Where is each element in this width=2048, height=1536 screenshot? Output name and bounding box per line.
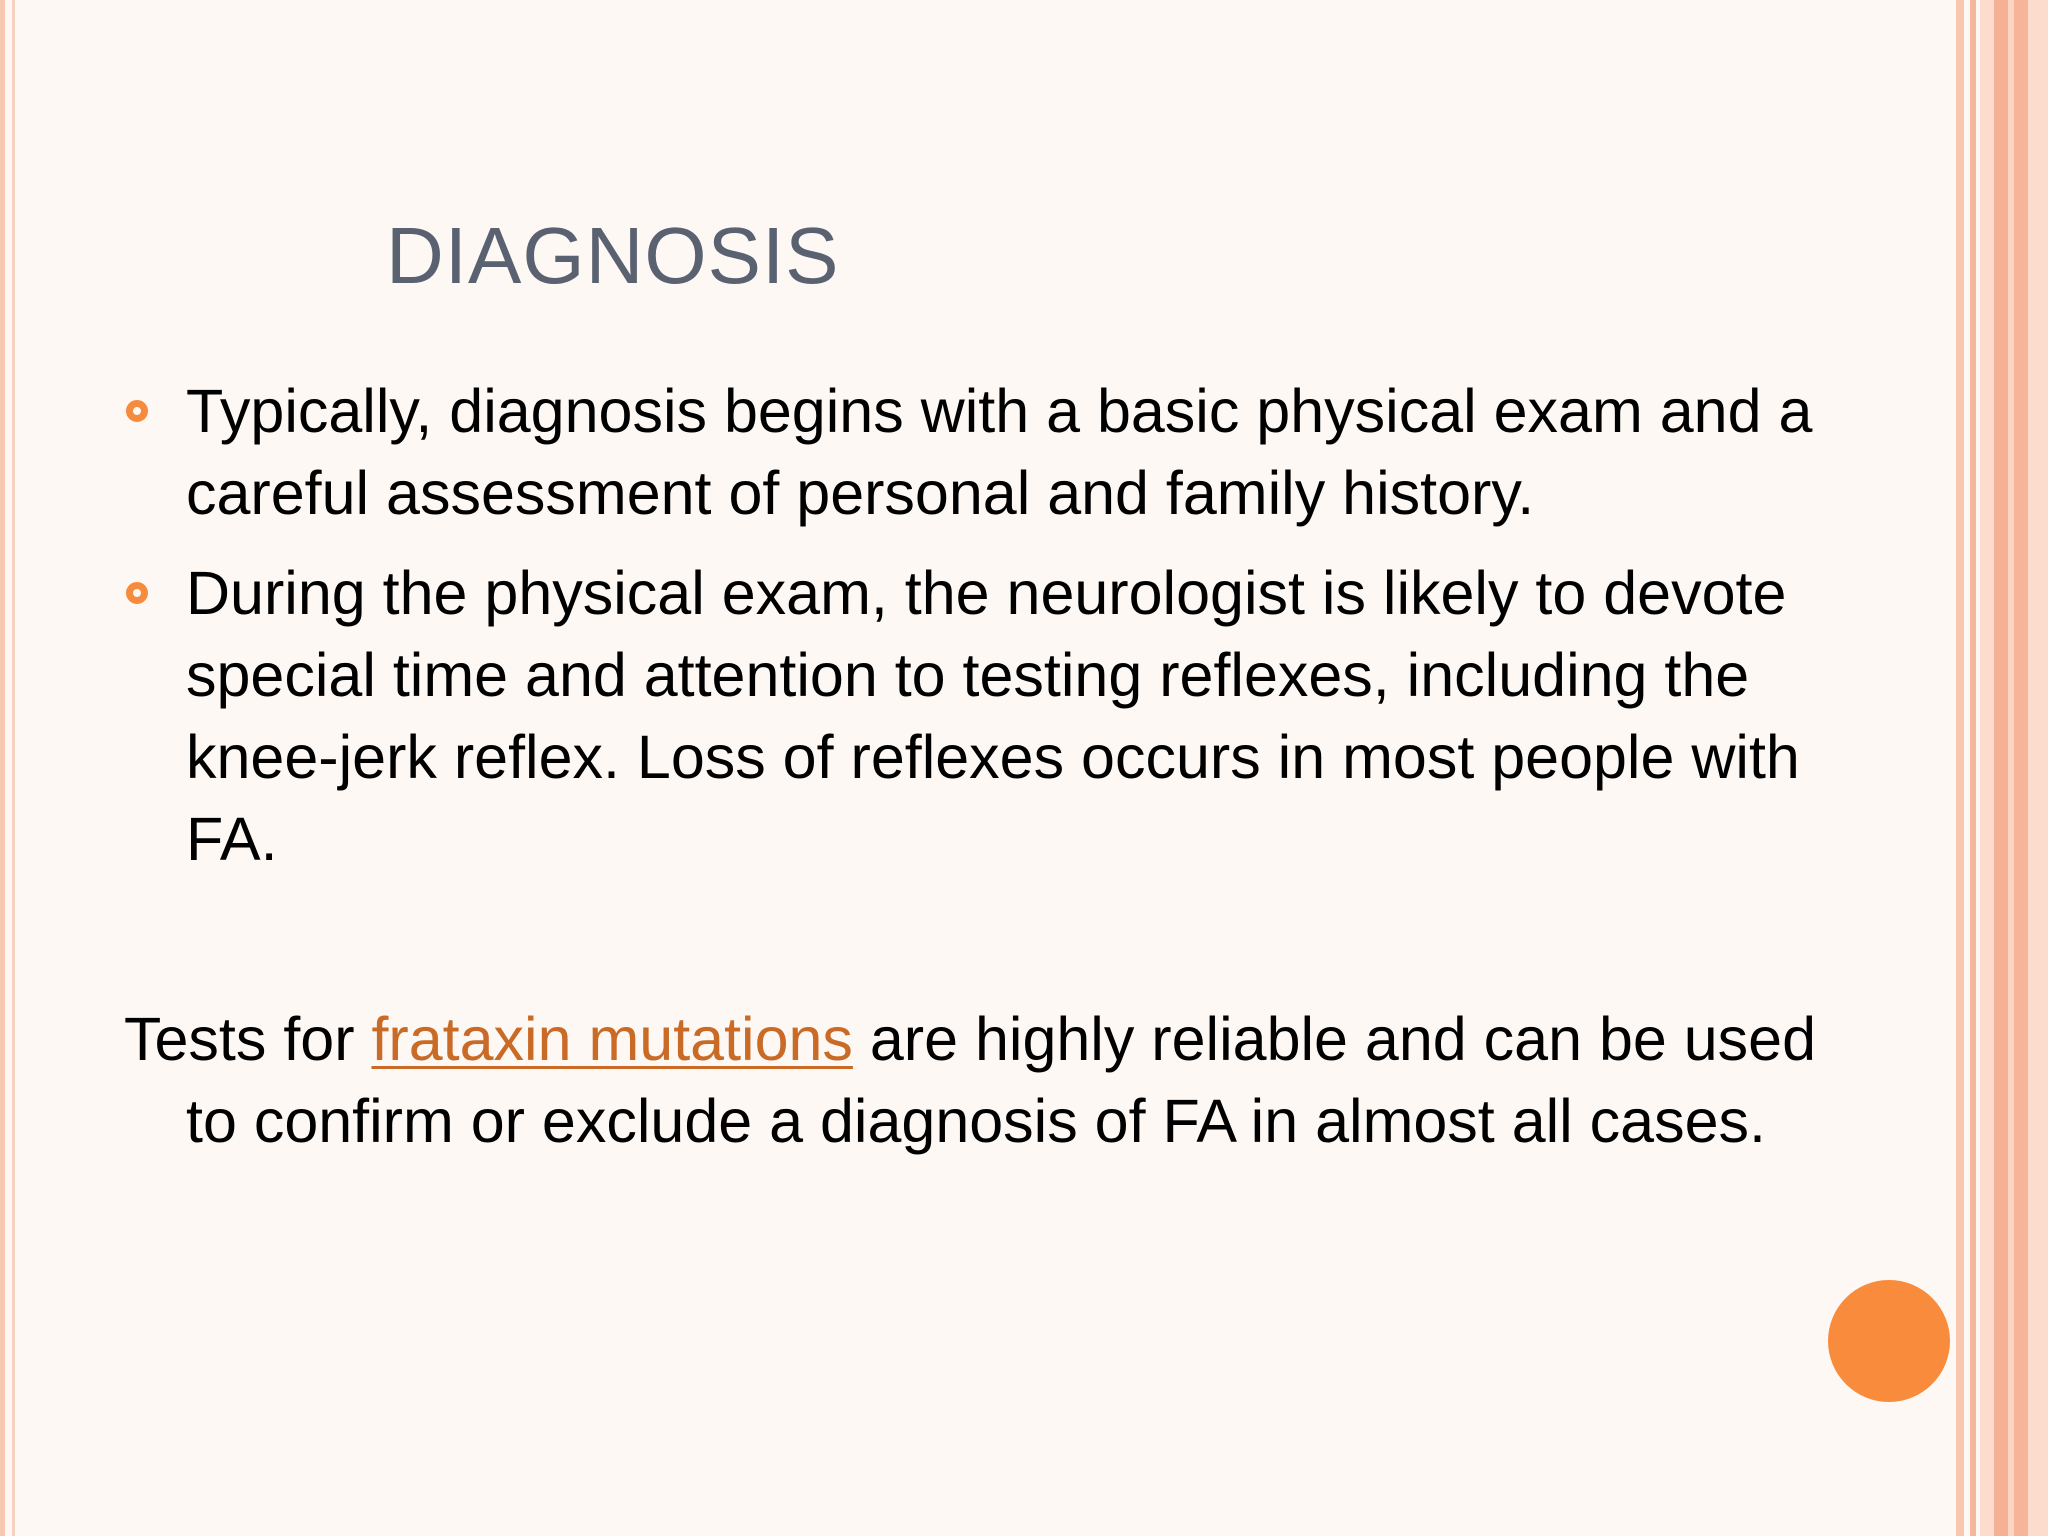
right-stripe <box>1956 0 1964 1536</box>
bullet-item <box>124 552 1824 880</box>
orange-circle-decoration-icon <box>1828 1280 1950 1402</box>
frataxin-mutations-link[interactable]: frataxin mutations <box>371 1005 853 1073</box>
paragraph-text-after: are highly reliable and can be used to confirm or exclude a diagnosis of FA in almost all cases. <box>186 1005 1817 1155</box>
left-border-line-inner <box>12 0 15 1536</box>
paragraph-text-before: Tests for <box>124 1005 372 1073</box>
right-stripe <box>2014 0 2028 1536</box>
right-border-stripes <box>1956 0 2048 1536</box>
slide-title: DIAGNOSIS <box>386 211 840 300</box>
tests-paragraph <box>124 998 1824 1162</box>
bullet-item <box>124 370 1824 534</box>
bullet-circle-icon <box>126 400 148 422</box>
slide-body <box>124 370 1824 1162</box>
right-stripe <box>1970 0 1976 1536</box>
left-border-line <box>0 0 5 1536</box>
right-stripe <box>2028 0 2048 1536</box>
bullet-circle-icon <box>126 582 148 604</box>
bullet-text: Typically, diagnosis begins with a basic physical exam and a careful assessment of personal and family history. <box>186 377 1813 527</box>
right-stripe <box>1980 0 1994 1536</box>
bullet-text: During the physical exam, the neurologist is likely to devote special time and attention to testing reflexes, including the knee-jerk reflex. Loss of reflexes occurs in most people with FA. <box>186 559 1800 873</box>
right-stripe <box>1994 0 2008 1536</box>
